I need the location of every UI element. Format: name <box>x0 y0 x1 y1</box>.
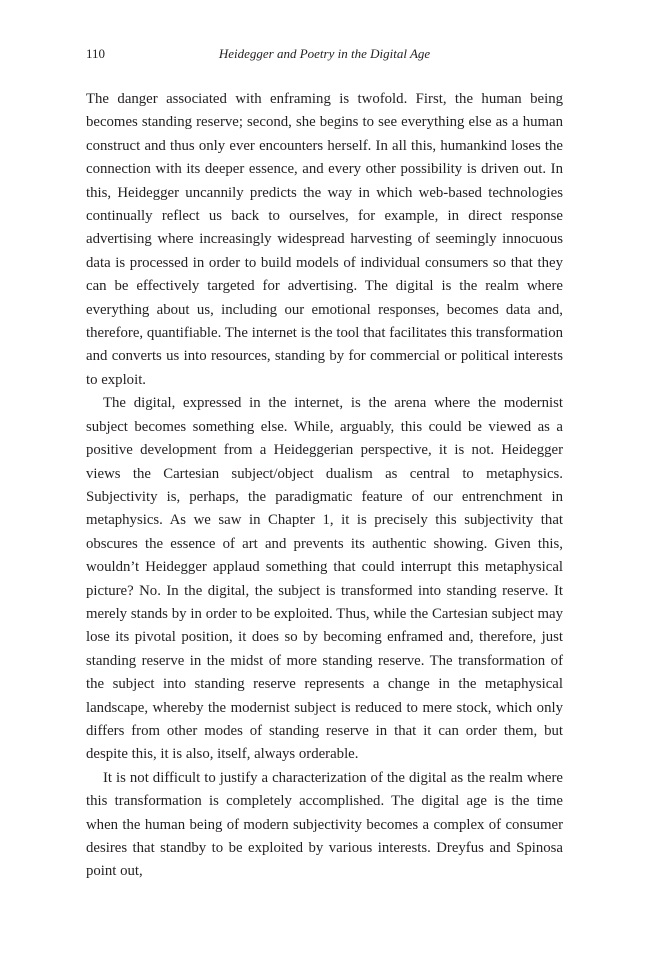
paragraph: The digital, expressed in the internet, is the arena where the modernist subject becomes something else. While, arguably, this could be viewed as a positive development from a Heideggerian perspective, it is not. Heidegger views the Cartesian subject/object dualism as central to metaphysics. Subjectivity is, perhaps, the paradigmatic feature of our entrenchment in metaphysics. As we saw in Chapter 1, it is precisely this subjectivity that obscures the essence of art and prevents its authentic showing. Given this, wouldn’t Heidegger applaud something that could interrupt this metaphysical picture? No. In the digital, the subject is transformed into standing reserve. It merely stands by in order to be exploited. Thus, while the Cartesian subject may lose its pivotal position, it does so by becoming enframed and, therefore, just standing reserve in the midst of more standing reserve. The transformation of the subject into standing reserve represents a change in the metaphysical landscape, whereby the modernist subject is reduced to mere stock, which only differs from other modes of standing reserve in that it can order them, but despite this, it is also, itself, always orderable. <box>86 395 563 763</box>
paragraph: The danger associated with enframing is twofold. First, the human being becomes standing reserve; second, she begins to see everything else as a human construct and thus only ever encounters herself. In all this, humankind loses the connection with its deeper essence, and every other possibility is driven out. In this, Heidegger uncannily predicts the way in which web-based technologies continually reflect us back to ourselves, for example, in direct response advertising where increasingly widespread harvesting of seemingly innocuous data is processed in order to build models of individual consumers so that they can be effectively targeted for advertising. The digital is the realm where everything about us, including our emotional responses, becomes data and, therefore, quantifiable. The internet is the tool that facilitates this transformation and converts us into resources, standing by for commercial or political interests to exploit. <box>86 91 563 388</box>
paragraph: It is not difficult to justify a characterization of the digital as the realm where this transformation is completely accomplished. The digital age is the time when the human being of modern subjectivity becomes a complex of consumer desires that standby to be exploited by various interests. Dreyfus and Spinosa point out, <box>86 769 563 880</box>
page-number: 110 <box>86 46 106 61</box>
body-text <box>86 88 563 884</box>
running-title: Heidegger and Poetry in the Digital Age <box>218 46 431 61</box>
running-head <box>86 44 563 64</box>
